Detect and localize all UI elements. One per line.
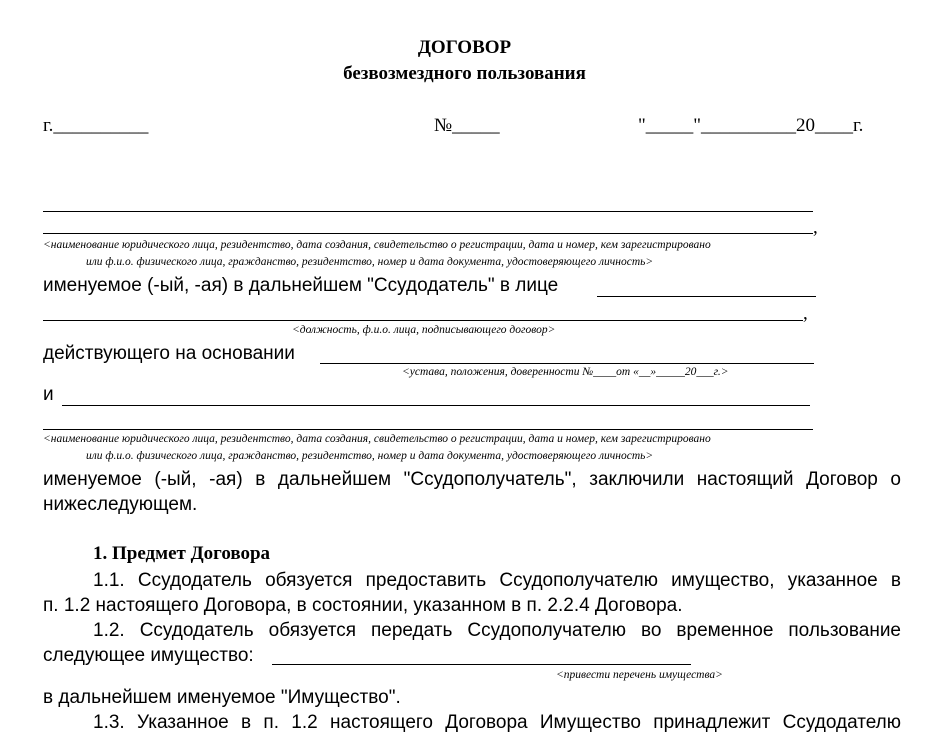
party2-named-text-line1: именуемое (-ый, -ая) в дальнейшем "Ссудополучатель", заключили настоящий Договор о xyxy=(43,469,901,490)
clause-1-2-line3: в дальнейшем именуемое "Имущество". xyxy=(43,687,401,708)
party2-named-text-line2: нижеследующем. xyxy=(43,494,198,515)
section1-heading: 1. Предмет Договора xyxy=(93,543,271,564)
party1-named-text: именуемое (-ый, -ая) в дальнейшем "Ссудодатель" в лице xyxy=(43,275,559,296)
party1-position-line xyxy=(43,320,803,321)
party1-position-hint: <должность, ф.и.о. лица, подписывающего договор> xyxy=(292,324,556,336)
contract-number-field: №_____ xyxy=(434,115,500,136)
document-title: ДОГОВОР xyxy=(417,37,512,58)
clause-1-2-line1: 1.2. Ссудодатель обязуется передать Ссудополучателю во временное пользование xyxy=(93,620,901,641)
party1-basis-line xyxy=(320,363,814,364)
party1-name-line-2 xyxy=(43,233,813,234)
property-list-hint: <привести перечень имущества> xyxy=(556,669,723,681)
clause-1-1-line2: п. 1.2 настоящего Договора, в состоянии, указанном в п. 2.2.4 Договора. xyxy=(43,595,683,616)
document-subtitle: безвозмездного пользования xyxy=(343,63,586,84)
party2-name-line xyxy=(62,405,810,406)
party2-and-text: и xyxy=(43,384,54,405)
party2-hint-line1: <наименование юридического лица, резидентство, дата создания, свидетельство о регистрации, дата и номер, кем зарегистрировано xyxy=(43,433,711,445)
property-list-line xyxy=(272,664,691,665)
party1-basis-text: действующего на основании xyxy=(43,343,295,364)
party1-basis-hint: <устава, положения, доверенности №____от «__»_____20___г.> xyxy=(402,366,729,378)
party2-name-line-2 xyxy=(43,429,813,430)
party2-hint-line2: или ф.и.о. физического лица, гражданство, резидентство, номер и дата документа, удостоверяющего личность> xyxy=(86,450,654,462)
clause-1-2-line2: следующее имущество: xyxy=(43,645,254,666)
contract-date-field: "_____"__________20____г. xyxy=(638,115,864,136)
clause-1-1-line1: 1.1. Ссудодатель обязуется предоставить Ссудополучателю имущество, указанное в xyxy=(93,570,901,591)
party1-representative-line xyxy=(597,296,816,297)
clause-1-3-line1: 1.3. Указанное в п. 1.2 настоящего Договора Имущество принадлежит Ссудодателю xyxy=(93,712,901,733)
party1-comma: , xyxy=(813,217,818,238)
party1-hint-line1: <наименование юридического лица, резидентство, дата создания, свидетельство о регистрации, дата и номер, кем зарегистрировано xyxy=(43,239,711,251)
party1-name-line xyxy=(43,211,813,212)
party1-comma-2: , xyxy=(803,303,808,324)
party1-hint-line2: или ф.и.о. физического лица, гражданство, резидентство, номер и дата документа, удостоверяющего личность> xyxy=(86,256,654,268)
city-field: г.__________ xyxy=(43,115,149,136)
